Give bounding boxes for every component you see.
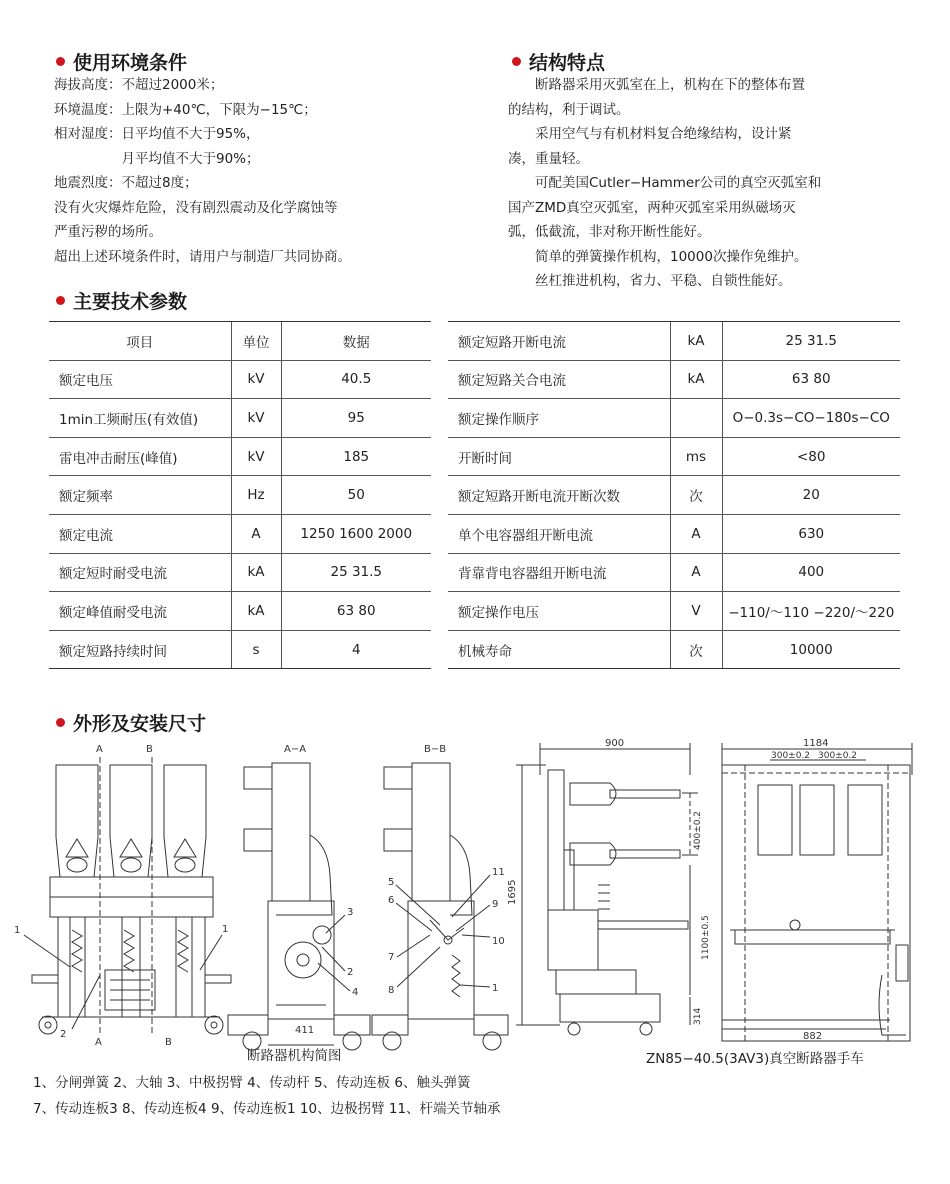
table-cell: A: [670, 553, 722, 592]
table-cell: kA: [670, 360, 722, 399]
table-cell: 额定短路关合电流: [448, 360, 670, 399]
parts-legend-line-1: 1、分闸弹簧 2、大轴 3、中极拐臂 4、传动杆 5、传动连板 6、触头弹簧: [33, 1075, 471, 1091]
table-cell: 63 80: [281, 592, 431, 631]
table-cell: 63 80: [722, 360, 900, 399]
env-section-title: 使用环境条件: [56, 48, 187, 75]
dim-1695: 1695: [507, 879, 518, 905]
table-row: [49, 476, 431, 515]
structure-section-title: 结构特点: [512, 48, 605, 75]
table-cell: 50: [281, 476, 431, 515]
table-row: [49, 437, 431, 476]
table-cell: 额定电流: [49, 514, 231, 553]
table-cell: 1min工频耐压(有效值): [49, 399, 231, 438]
table-row: [448, 476, 900, 515]
bullet-dot: [56, 57, 65, 66]
structure-line: 采用空气与有机材料复合绝缘结构，设计紧: [508, 126, 792, 142]
structure-line: 凑，重量轻。: [508, 150, 589, 167]
callout-7-bb: 7: [388, 952, 395, 963]
callout-5-bb: 5: [388, 877, 395, 888]
table-row: [448, 399, 900, 438]
table-row: [49, 630, 431, 669]
callout-6-bb: 6: [388, 895, 395, 906]
table-header-cell: 单位: [231, 322, 281, 361]
callout-1-front: 1: [14, 925, 21, 936]
env-line: 没有火灾爆炸危险，没有剧烈震动及化学腐蚀等: [54, 199, 338, 216]
table-cell: kV: [231, 437, 281, 476]
table-cell: kA: [231, 553, 281, 592]
callout-11-bb: 11: [492, 867, 505, 878]
env-line: 超出上述环境条件时，请用户与制造厂共同协商。: [54, 248, 351, 265]
table-cell: 20: [722, 476, 900, 515]
params-section-title: 主要技术参数: [56, 287, 187, 314]
table-cell: 背靠背电容器组开断电流: [448, 553, 670, 592]
view-bb-label: B−B: [424, 744, 447, 755]
dim-1100: 1100±0.5: [701, 915, 711, 960]
table-row: [448, 553, 900, 592]
table-row: [448, 360, 900, 399]
table-cell: 额定操作顺序: [448, 399, 670, 438]
table-cell: 10000: [722, 630, 900, 669]
structure-line: 的结构，利于调试。: [508, 101, 630, 118]
view-aa-label: A−A: [284, 744, 307, 755]
table-cell: 额定短路开断电流: [448, 322, 670, 361]
table-cell: [670, 399, 722, 438]
table-cell: 次: [670, 476, 722, 515]
table-cell: 额定频率: [49, 476, 231, 515]
dim-314: 314: [693, 1007, 703, 1025]
callout-1-bb: 1: [492, 983, 499, 994]
table-cell: A: [231, 514, 281, 553]
table-cell: 40.5: [281, 360, 431, 399]
table-cell: O−0.3s−CO−180s−CO: [722, 399, 900, 438]
table-row: [448, 322, 900, 361]
callout-2-front: 2: [60, 1029, 67, 1040]
front-view-drawing: [14, 744, 231, 1048]
table-row: [49, 553, 431, 592]
env-line: 严重污秽的场所。: [54, 224, 162, 240]
table-row: [448, 514, 900, 553]
section-mark-a-top: A: [96, 744, 103, 755]
params-table-left: [49, 321, 431, 669]
dims-section-title: 外形及安装尺寸: [56, 709, 206, 736]
table-cell: 额定峰值耐受电流: [49, 592, 231, 631]
table-cell: 4: [281, 630, 431, 669]
structure-line: 简单的弹簧操作机构，10000次操作免维护。: [508, 248, 808, 265]
table-cell: −110/～110 −220/～220: [722, 592, 900, 631]
table-row: [448, 630, 900, 669]
section-aa-drawing: [228, 744, 370, 1050]
params-table-right: [448, 321, 900, 669]
callout-9-bb: 9: [492, 899, 499, 910]
env-line: 相对湿度：日平均值不大于95%，: [54, 126, 260, 142]
dim-300a: 300±0.2: [771, 751, 811, 761]
table-cell: 额定操作电压: [448, 592, 670, 631]
callout-2-aa: 2: [347, 967, 354, 978]
section-mark-b-top: B: [146, 744, 153, 755]
bullet-dot: [512, 57, 521, 66]
callout-8-bb: 8: [388, 985, 395, 996]
table-row: [49, 399, 431, 438]
caption-truck: ZN85−40.5(3AV3)真空断路器手车: [646, 1051, 864, 1067]
table-cell: 机械寿命: [448, 630, 670, 669]
structure-line: 断路器采用灭弧室在上，机构在下的整体布置: [508, 77, 805, 93]
env-line: 地震烈度：不超过8度；: [54, 175, 198, 191]
table-row: [49, 514, 431, 553]
bullet-dot: [56, 718, 65, 727]
table-cell: <80: [722, 437, 900, 476]
section-mark-b-bottom: B: [165, 1037, 172, 1048]
parts-legend-line-2: 7、传动连板3 8、传动连板4 9、传动连板1 10、边极拐臂 11、杆端关节轴承: [33, 1101, 501, 1117]
dim-300b: 300±0.2: [818, 751, 858, 761]
callout-1-front-right: 1: [222, 924, 229, 935]
truck-side-view-drawing: [507, 738, 711, 1035]
caption-mechanism: 断路器机构简图: [247, 1048, 342, 1064]
env-line: 环境温度：上限为+40℃，下限为−15℃；: [54, 101, 317, 118]
table-row: [49, 322, 431, 361]
dim-400: 400±0.2: [693, 810, 703, 850]
structure-line: 国产ZMD真空灭弧室，两种灭弧室采用纵磁场灭: [508, 199, 796, 216]
dim-411: 411: [295, 1025, 315, 1036]
table-cell: kA: [231, 592, 281, 631]
table-row: [49, 592, 431, 631]
structure-line: 弧，低截流，非对称开断性能好。: [508, 224, 711, 240]
table-row: [448, 592, 900, 631]
structure-line: 可配美国Cutler−Hammer公司的真空灭弧室和: [508, 175, 822, 191]
table-cell: 额定短路开断电流开断次数: [448, 476, 670, 515]
table-cell: 25 31.5: [722, 322, 900, 361]
table-cell: 次: [670, 630, 722, 669]
truck-front-view-drawing: [722, 738, 912, 1042]
table-cell: 25 31.5: [281, 553, 431, 592]
table-cell: 1250 1600 2000: [281, 514, 431, 553]
table-cell: 95: [281, 399, 431, 438]
env-line: 海拔高度：不超过2000米；: [54, 77, 224, 93]
table-cell: 630: [722, 514, 900, 553]
table-cell: 单个电容器组开断电流: [448, 514, 670, 553]
table-header-cell: 数据: [281, 322, 431, 361]
table-cell: A: [670, 514, 722, 553]
dim-882: 882: [803, 1031, 823, 1042]
table-cell: kV: [231, 399, 281, 438]
table-header-cell: 项目: [49, 322, 231, 361]
table-cell: 额定电压: [49, 360, 231, 399]
table-cell: 额定短路持续时间: [49, 630, 231, 669]
table-row: [448, 437, 900, 476]
table-cell: V: [670, 592, 722, 631]
table-cell: 185: [281, 437, 431, 476]
callout-3-aa: 3: [347, 907, 354, 918]
bullet-dot: [56, 296, 65, 305]
dim-900: 900: [605, 738, 625, 749]
table-cell: s: [231, 630, 281, 669]
table-cell: ms: [670, 437, 722, 476]
table-cell: 额定短时耐受电流: [49, 553, 231, 592]
callout-4-aa: 4: [352, 987, 359, 998]
table-cell: 雷电冲击耐压(峰值): [49, 437, 231, 476]
table-cell: kV: [231, 360, 281, 399]
callout-10-bb: 10: [492, 936, 505, 947]
table-cell: 开断时间: [448, 437, 670, 476]
structure-line: 丝杠推进机构，省力、平稳、自锁性能好。: [508, 273, 792, 289]
dim-1184: 1184: [803, 738, 829, 749]
table-cell: Hz: [231, 476, 281, 515]
env-line: 月平均值不大于90%；: [54, 150, 260, 167]
table-cell: kA: [670, 322, 722, 361]
section-mark-a-bottom: A: [95, 1037, 102, 1048]
section-bb-drawing: [372, 744, 508, 1050]
table-row: [49, 360, 431, 399]
table-cell: 400: [722, 553, 900, 592]
drawings: [0, 735, 950, 1065]
